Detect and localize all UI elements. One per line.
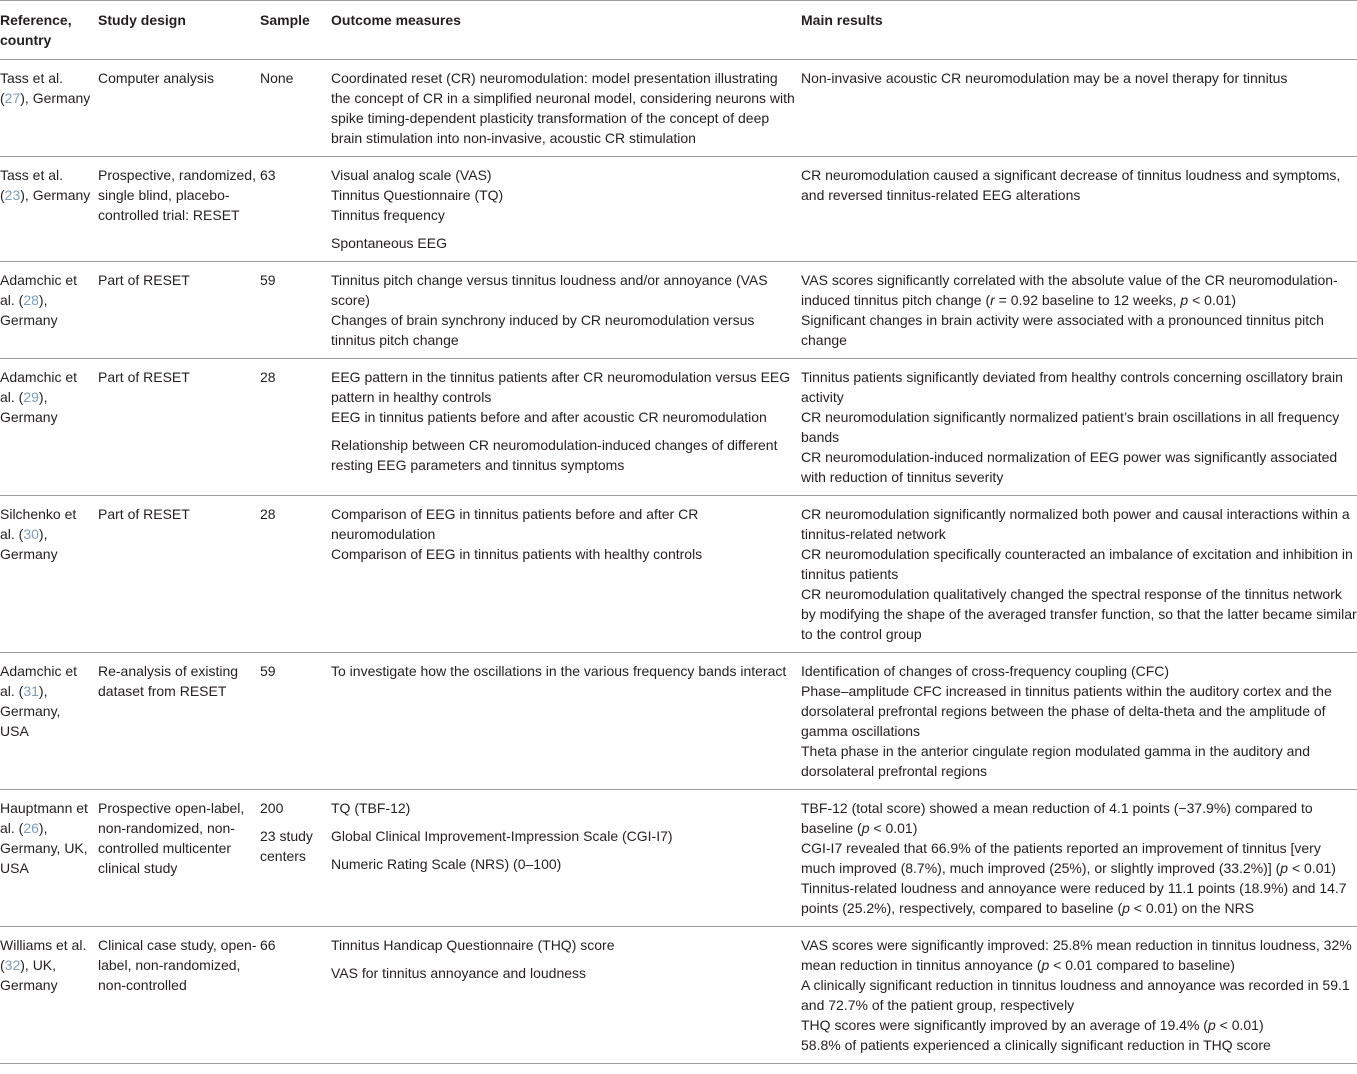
reference-author: Tass et al. ( xyxy=(0,70,64,106)
outcome-measures-cell xyxy=(331,157,801,262)
main-result: Tinnitus patients significantly deviated from healthy controls concerning oscillatory brain activity xyxy=(801,369,1343,405)
main-result: CR neuromodulation significantly normalized both power and causal interactions within a tinnitus-related network xyxy=(801,506,1350,542)
outcome-measures-cell xyxy=(331,359,801,496)
main-result: A clinically significant reduction in tinnitus loudness and annoyance was recorded in 59.1 and 72.7% of the patient group, respectively xyxy=(801,977,1350,1013)
reference-country: ), Germany xyxy=(20,187,91,203)
reference-link[interactable]: 30 xyxy=(23,526,39,542)
col-header-sample: Sample xyxy=(260,1,331,60)
reference-link[interactable]: 27 xyxy=(4,90,21,106)
outcome-measure: To investigate how the oscillations in the various frequency bands interact xyxy=(331,663,787,679)
reference-cell xyxy=(0,262,98,359)
reference-author: Adamchic et al. ( xyxy=(0,663,78,699)
sample-cell xyxy=(260,653,331,790)
reference-cell xyxy=(0,359,98,496)
sample-cell xyxy=(260,157,331,262)
sample-value: 28 xyxy=(260,506,276,522)
table-row xyxy=(0,653,1357,790)
sample-value: None xyxy=(260,70,294,86)
reference-link[interactable]: 29 xyxy=(23,389,39,405)
outcome-measure: Spontaneous EEG xyxy=(331,235,447,251)
outcome-measure: Tinnitus frequency xyxy=(331,207,445,223)
main-result: CR neuromodulation qualitatively changed the spectral response of the tinnitus network by modifying the shape of the averaged transfer function, so that the latter became similar to the control group xyxy=(801,586,1357,642)
main-result: Significant changes in brain activity were associated with a pronounced tinnitus pitch change xyxy=(801,312,1324,348)
outcome-measure: VAS for tinnitus annoyance and loudness xyxy=(331,965,587,981)
study-design-cell: Clinical case study, open-label, non-randomized, non-controlled xyxy=(98,937,257,993)
table-row xyxy=(0,60,1357,157)
reference-cell xyxy=(0,790,98,927)
main-results-cell xyxy=(801,359,1357,496)
outcome-measures-cell xyxy=(331,653,801,790)
outcome-measure: Comparison of EEG in tinnitus patients before and after CR neuromodulation xyxy=(331,506,699,542)
table-row xyxy=(0,262,1357,359)
table-body xyxy=(0,60,1357,1064)
reference-country: ), Germany xyxy=(0,526,58,562)
reference-country: ), Germany, USA xyxy=(0,683,61,739)
outcome-measure: Relationship between CR neuromodulation-induced changes of different resting EEG parameters and tinnitus symptoms xyxy=(331,437,778,473)
table-row xyxy=(0,157,1357,262)
outcome-measure: EEG in tinnitus patients before and after acoustic CR neuromodulation xyxy=(331,409,767,425)
outcome-measures-cell xyxy=(331,927,801,1064)
outcome-measure: Tinnitus Handicap Questionnaire (THQ) score xyxy=(331,937,615,953)
table-row xyxy=(0,496,1357,653)
outcome-measure: Visual analog scale (VAS) xyxy=(331,167,492,183)
reference-author: Hauptmann et al. ( xyxy=(0,800,88,836)
outcome-measure: EEG pattern in the tinnitus patients after CR neuromodulation versus EEG pattern in healthy controls xyxy=(331,369,791,405)
outcome-measure: Numeric Rating Scale (NRS) (0–100) xyxy=(331,856,562,872)
sample-value: 23 study centers xyxy=(260,828,313,864)
reference-author: Adamchic et al. ( xyxy=(0,272,78,308)
reference-link[interactable]: 26 xyxy=(23,820,39,836)
main-result: Identification of changes of cross-frequency coupling (CFC) xyxy=(801,663,1170,679)
reference-link[interactable]: 31 xyxy=(23,683,39,699)
study-design-cell: Prospective, randomized, single blind, placebo-controlled trial: RESET xyxy=(98,167,256,223)
study-design-cell: Part of RESET xyxy=(98,369,190,385)
sample-value: 63 xyxy=(260,167,276,183)
col-header-study-design: Study design xyxy=(98,1,260,60)
reference-author: Tass et al. ( xyxy=(0,167,64,203)
main-result: CR neuromodulation caused a significant decrease of tinnitus loudness and symptoms, and reversed tinnitus-related EEG alterations xyxy=(801,167,1341,203)
reference-country: ), Germany xyxy=(20,90,91,106)
reference-cell xyxy=(0,496,98,653)
sample-cell xyxy=(260,359,331,496)
main-result: TBF-12 (total score) showed a mean reduction of 4.1 points (−37.9%) compared to baseline (p < 0.01) xyxy=(801,800,1313,836)
main-result: VAS scores were significantly improved: 25.8% mean reduction in tinnitus loudness, 32% mean reduction in tinnitus annoyance (p < 0.01 compared to baseline) xyxy=(801,937,1352,973)
sample-cell xyxy=(260,496,331,653)
reference-author: Silchenko et al. ( xyxy=(0,506,77,542)
col-header-main-results: Main results xyxy=(801,1,1357,60)
reference-cell xyxy=(0,157,98,262)
sample-cell xyxy=(260,927,331,1064)
main-results-cell xyxy=(801,496,1357,653)
reference-author: Williams et al. ( xyxy=(0,937,87,973)
outcome-measure: TQ (TBF-12) xyxy=(331,800,411,816)
reference-cell xyxy=(0,653,98,790)
reference-country: ), UK, Germany xyxy=(0,957,58,993)
main-result: 58.8% of patients experienced a clinically significant reduction in THQ score xyxy=(801,1037,1271,1053)
reference-country: ), Germany xyxy=(0,292,58,328)
main-results-cell xyxy=(801,60,1357,157)
reference-country: ), Germany, UK, USA xyxy=(0,820,88,876)
main-result: Tinnitus-related loudness and annoyance were reduced by 11.1 points (18.9%) and 14.7 points (25.2%), respectively, compared to baseline (p < 0.01) on the NRS xyxy=(801,880,1347,916)
sample-value: 200 xyxy=(260,800,284,816)
main-results-cell xyxy=(801,157,1357,262)
reference-link[interactable]: 32 xyxy=(4,957,21,973)
table-row xyxy=(0,359,1357,496)
reference-author: Adamchic et al. ( xyxy=(0,369,78,405)
study-design-cell: Part of RESET xyxy=(98,506,190,522)
sample-cell xyxy=(260,790,331,927)
outcome-measures-cell xyxy=(331,262,801,359)
main-result: VAS scores significantly correlated with the absolute value of the CR neuromodulation-induced tinnitus pitch change (r = 0.92 baseline to 12 weeks, p < 0.01) xyxy=(801,272,1338,308)
sample-value: 59 xyxy=(260,272,276,288)
table-row xyxy=(0,790,1357,927)
outcome-measures-cell xyxy=(331,60,801,157)
main-result: Theta phase in the anterior cingulate region modulated gamma in the auditory and dorsolateral prefrontal regions xyxy=(801,743,1310,779)
sample-cell xyxy=(260,262,331,359)
main-result: CR neuromodulation-induced normalization of EEG power was significantly associated with reduction of tinnitus severity xyxy=(801,449,1338,485)
reference-link[interactable]: 23 xyxy=(4,187,21,203)
main-result: CGI-I7 revealed that 66.9% of the patients reported an improvement of tinnitus [very much improved (8.7%), much improved (25%), or slightly improved (33.2%)] (p < 0.01) xyxy=(801,840,1336,876)
reference-cell xyxy=(0,927,98,1064)
reference-country: ), Germany xyxy=(0,389,58,425)
main-result: Phase–amplitude CFC increased in tinnitus patients within the auditory cortex and the dorsolateral prefrontal regions between the phase of delta-theta and the amplitude of gamma oscillations xyxy=(801,683,1332,739)
outcome-measure: Comparison of EEG in tinnitus patients with healthy controls xyxy=(331,546,703,562)
main-result: CR neuromodulation significantly normalized patient’s brain oscillations in all frequency bands xyxy=(801,409,1340,445)
main-result: THQ scores were significantly improved by an average of 19.4% (p < 0.01) xyxy=(801,1017,1264,1033)
main-results-cell xyxy=(801,790,1357,927)
outcome-measure: Global Clinical Improvement-Impression Scale (CGI-I7) xyxy=(331,828,673,844)
sample-cell xyxy=(260,60,331,157)
main-results-cell xyxy=(801,262,1357,359)
outcome-measure: Tinnitus pitch change versus tinnitus loudness and/or annoyance (VAS score) xyxy=(331,272,768,308)
outcome-measure: Coordinated reset (CR) neuromodulation: model presentation illustrating the concept of CR in a simplified neuronal model, considering neurons with spike timing-dependent plasticity transformation of the concept of deep brain stimulation into non-invasive, acoustic CR stimulation xyxy=(331,70,795,146)
outcome-measures-cell xyxy=(331,790,801,927)
study-design-cell: Computer analysis xyxy=(98,70,214,86)
outcome-measures-cell xyxy=(331,496,801,653)
study-design-cell: Prospective open-label, non-randomized, non-controlled multicenter clinical study xyxy=(98,800,245,876)
main-result: Non-invasive acoustic CR neuromodulation may be a novel therapy for tinnitus xyxy=(801,70,1288,86)
sample-value: 59 xyxy=(260,663,276,679)
table-row xyxy=(0,927,1357,1064)
outcome-measure: Tinnitus Questionnaire (TQ) xyxy=(331,187,504,203)
sample-value: 66 xyxy=(260,937,276,953)
study-design-cell: Part of RESET xyxy=(98,272,190,288)
main-result: CR neuromodulation specifically counteracted an imbalance of excitation and inhibition in tinnitus patients xyxy=(801,546,1353,582)
outcome-measure: Changes of brain synchrony induced by CR neuromodulation versus tinnitus pitch change xyxy=(331,312,755,348)
sample-value: 28 xyxy=(260,369,276,385)
main-results-cell xyxy=(801,927,1357,1064)
study-design-cell: Re-analysis of existing dataset from RESET xyxy=(98,663,239,699)
reference-link[interactable]: 28 xyxy=(23,292,39,308)
col-header-outcome-measures: Outcome measures xyxy=(331,1,801,60)
col-header-reference: Reference, country xyxy=(0,1,98,60)
reference-cell xyxy=(0,60,98,157)
header-row xyxy=(0,1,1357,60)
main-results-cell xyxy=(801,653,1357,790)
